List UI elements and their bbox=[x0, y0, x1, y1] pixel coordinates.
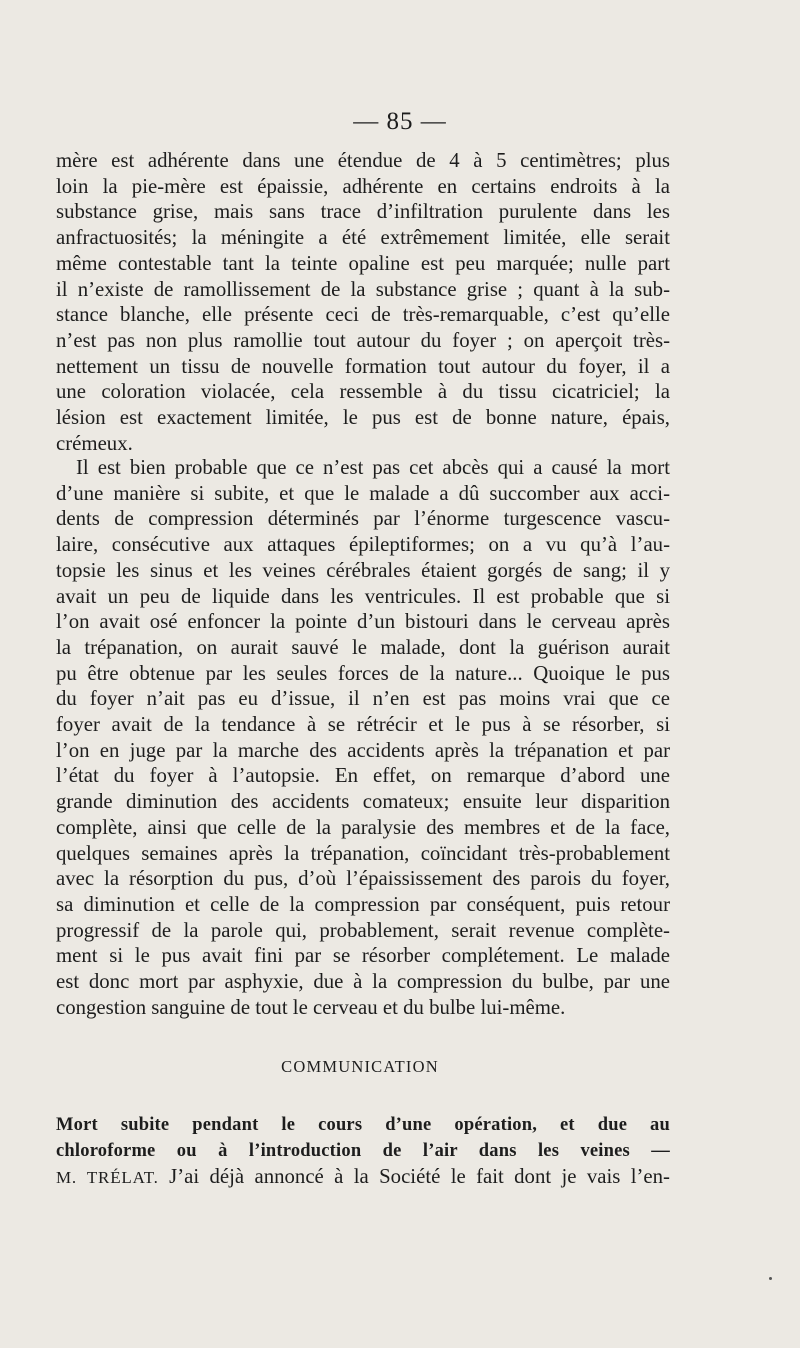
paper-speck bbox=[769, 1277, 772, 1280]
text-line: la trépanation, on aurait sauvé le malade, dont la guérison aurait bbox=[56, 635, 670, 659]
text-line: laire, consécutive aux attaques épileptiformes; on a vu qu’à l’au- bbox=[56, 533, 670, 557]
text-line: sa diminution et celle de la compression par conséquent, puis retour bbox=[56, 892, 670, 916]
text-line: substance grise, mais sans trace d’infiltration purulente dans les bbox=[56, 200, 670, 224]
text-line: anfractuosités; la méningite a été extrêmement limitée, elle serait bbox=[56, 226, 670, 250]
text-line: même contestable tant la teinte opaline est peu marquée; nulle part bbox=[56, 251, 670, 275]
text-line: Il est bien probable que ce n’est pas cet abcès qui a causé la mort bbox=[76, 456, 670, 479]
text-line: crémeux. bbox=[56, 431, 133, 455]
text-line: est donc mort par asphyxie, due à la compression du bulbe, par une bbox=[56, 970, 670, 994]
text-line: loin la pie-mère est épaissie, adhérente en certains endroits à la bbox=[56, 174, 670, 198]
text-line: nettement un tissu de nouvelle formation tout autour du foyer, il a bbox=[56, 354, 670, 378]
text-line: foyer avait de la tendance à se rétrécir et le pus à se résorber, si bbox=[56, 713, 670, 737]
text-line: pu être obtenue par les seules forces de la nature... Quoique le pus bbox=[56, 661, 670, 685]
communication-title-line-1: Mort subite pendant le cours d’une opération, et due au bbox=[56, 1115, 670, 1135]
text-line: n’est pas non plus ramollie tout autour du foyer ; on aperçoit très- bbox=[56, 328, 670, 352]
author-name: M. TRÉLAT. bbox=[56, 1168, 159, 1187]
communication-title-line-2: chloroforme ou à l’introduction de l’air dans les veines — bbox=[56, 1140, 670, 1161]
text-line: d’une manière si subite, et que le malade a dû succomber aux acci- bbox=[56, 481, 670, 505]
communication-text: J’ai déjà annoncé à la Société le fait dont je vais l’en- bbox=[158, 1165, 670, 1188]
communication-first-line bbox=[56, 1164, 670, 1191]
text-line: l’on en juge par la marche des accidents après la trépanation et par bbox=[56, 738, 670, 762]
text-line: complète, ainsi que celle de la paralysie des membres et de la face, bbox=[56, 815, 670, 839]
text-line: ment si le pus avait fini par se résorber complétement. Le malade bbox=[56, 944, 670, 968]
text-line: du foyer n’ait pas eu d’issue, il n’en est pas moins vrai que ce bbox=[56, 687, 670, 711]
text-line: congestion sanguine de tout le cerveau et du bulbe lui-même. bbox=[56, 995, 566, 1019]
text-line: quelques semaines après la trépanation, coïncidant très-probablement bbox=[56, 841, 670, 865]
paragraph-autopsy-findings bbox=[56, 148, 670, 456]
communication-block bbox=[56, 1113, 670, 1191]
section-heading: COMMUNICATION bbox=[281, 1057, 439, 1076]
text-line: progressif de la parole qui, probablement, serait revenue complète- bbox=[56, 918, 670, 942]
text-line: l’état du foyer à l’autopsie. En effet, on remarque d’abord une bbox=[56, 764, 670, 788]
text-line: avec la résorption du pus, d’où l’épaississement des parois du foyer, bbox=[56, 867, 670, 891]
text-line: une coloration violacée, cela ressemble à du tissu cicatriciel; la bbox=[56, 380, 670, 404]
text-line: il n’existe de ramollissement de la substance grise ; quant à la sub- bbox=[56, 277, 670, 301]
text-line: grande diminution des accidents comateux; ensuite leur disparition bbox=[56, 790, 670, 814]
text-line: lésion est exactement limitée, le pus est de bonne nature, épais, bbox=[56, 406, 670, 430]
text-line: dents de compression déterminés par l’énorme turgescence vascu- bbox=[56, 507, 670, 531]
text-line: avait un peu de liquide dans les ventricules. Il est probable que si bbox=[56, 584, 670, 608]
text-line: topsie les sinus et les veines cérébrales étaient gorgés de sang; il y bbox=[56, 558, 670, 582]
text-line: mère est adhérente dans une étendue de 4 à 5 centimètres; plus bbox=[56, 149, 670, 172]
page-number: — 85 — bbox=[353, 108, 447, 135]
text-line: stance blanche, elle présente ceci de très-remarquable, c’est qu’elle bbox=[56, 303, 670, 327]
paragraph-discussion bbox=[56, 455, 670, 1020]
text-line: l’on avait osé enfoncer la pointe d’un bistouri dans le cerveau après bbox=[56, 610, 670, 634]
